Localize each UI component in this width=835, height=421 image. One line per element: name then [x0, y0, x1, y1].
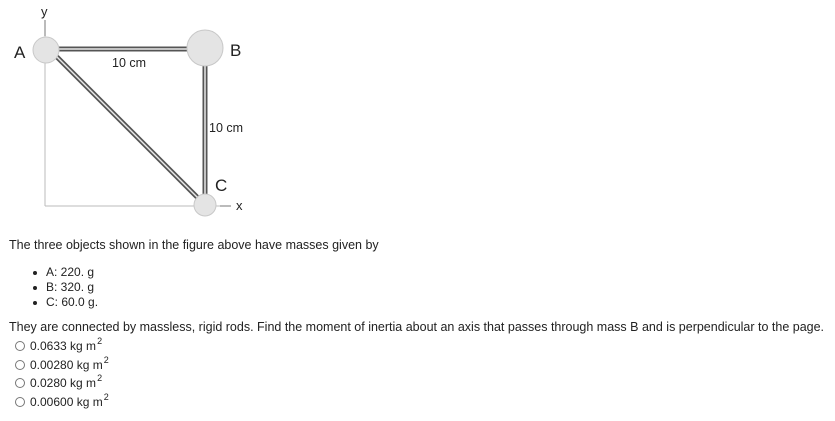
option-exponent: 2: [97, 336, 103, 347]
option-unit: kg m: [70, 376, 97, 391]
mass-label-c: C: [215, 176, 228, 195]
radio-button[interactable]: [15, 397, 25, 407]
mass-item-c: C: 60.0 g.: [30, 295, 98, 310]
answer-option[interactable]: [15, 337, 109, 356]
mass-item-a: A: 220. g: [30, 265, 98, 280]
mass-b: [187, 30, 223, 66]
question-text: They are connected by massless, rigid rods. Find the moment of inertia about an axis that passes through mass B and is perpendicular to the page.: [9, 320, 825, 334]
y-axis-label: y: [41, 4, 48, 19]
x-axis-label: x: [236, 198, 243, 213]
option-value: 0.00280: [30, 357, 74, 372]
option-value: 0.0633: [30, 339, 67, 354]
radio-button[interactable]: [15, 360, 25, 370]
option-value: 0.00600: [30, 394, 74, 409]
option-unit: kg m: [76, 357, 103, 372]
option-value: 0.0280: [30, 376, 67, 391]
answer-option[interactable]: [15, 393, 109, 412]
option-exponent: 2: [103, 391, 109, 402]
option-unit: kg m: [70, 339, 97, 354]
answer-option[interactable]: [15, 374, 109, 393]
length-label-ab: 10 cm: [112, 56, 147, 70]
problem-prompt: The three objects shown in the figure above have masses given by: [9, 238, 379, 252]
mass-label-b: B: [230, 41, 242, 60]
mass-item-b: B: 320. g: [30, 280, 98, 295]
mass-label-a: A: [14, 43, 26, 62]
physics-figure: [0, 0, 270, 225]
mass-c: [194, 194, 216, 216]
mass-list: [30, 265, 98, 310]
radio-button[interactable]: [15, 378, 25, 388]
rod-ac: [53, 53, 202, 202]
answer-option[interactable]: [15, 356, 109, 375]
radio-button[interactable]: [15, 341, 25, 351]
option-unit: kg m: [76, 394, 103, 409]
option-exponent: 2: [97, 373, 103, 384]
mass-a: [33, 37, 59, 63]
option-exponent: 2: [103, 354, 109, 365]
length-label-bc: 10 cm: [209, 121, 244, 135]
answer-options: [15, 337, 109, 411]
